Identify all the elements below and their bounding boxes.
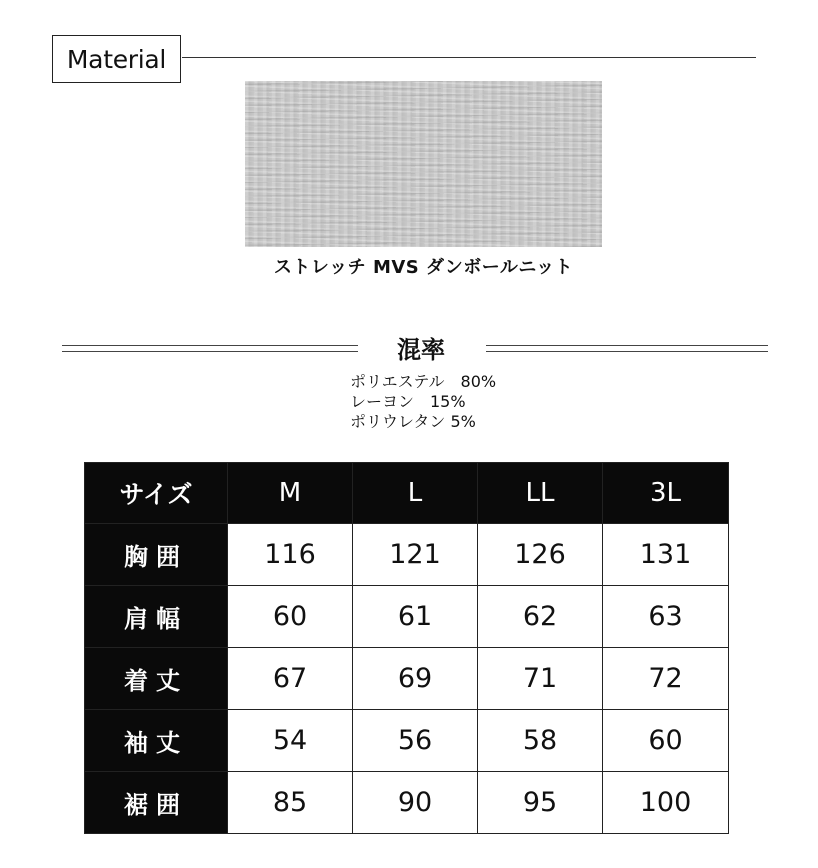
table-cell: 60 (603, 710, 729, 772)
table-cell: 121 (353, 524, 478, 586)
table-cell: 62 (478, 586, 603, 648)
table-row (85, 524, 729, 586)
size-col-l: L (353, 463, 478, 524)
fabric-swatch-image (245, 81, 602, 247)
table-row (85, 648, 729, 710)
size-chart-table (84, 462, 729, 834)
blend-divider-left (62, 345, 358, 352)
size-corner-label: サイズ (85, 463, 228, 524)
table-cell: 72 (603, 648, 729, 710)
table-cell: 67 (228, 648, 353, 710)
table-cell: 63 (603, 586, 729, 648)
table-cell: 71 (478, 648, 603, 710)
table-row (85, 586, 729, 648)
material-heading: Material (52, 35, 181, 83)
table-cell: 95 (478, 772, 603, 834)
table-cell: 60 (228, 586, 353, 648)
table-cell: 54 (228, 710, 353, 772)
table-cell: 126 (478, 524, 603, 586)
size-col-ll: LL (478, 463, 603, 524)
size-col-3l: 3L (603, 463, 729, 524)
size-header-row (85, 463, 729, 524)
blend-heading: 混率 (397, 336, 445, 364)
row-label-chest: 胸囲 (85, 524, 228, 586)
row-label-shoulder: 肩幅 (85, 586, 228, 648)
table-cell: 131 (603, 524, 729, 586)
row-label-length: 着丈 (85, 648, 228, 710)
row-label-hem: 裾囲 (85, 772, 228, 834)
material-divider (182, 57, 756, 58)
table-cell: 85 (228, 772, 353, 834)
table-row (85, 710, 729, 772)
fabric-name: ストレッチ MVS ダンボールニット (273, 257, 574, 278)
row-label-sleeve: 袖丈 (85, 710, 228, 772)
table-cell: 90 (353, 772, 478, 834)
blend-item-rayon: レーヨン 15% (350, 392, 466, 411)
blend-item-polyurethane: ポリウレタン 5% (350, 412, 476, 431)
table-cell: 58 (478, 710, 603, 772)
table-cell: 100 (603, 772, 729, 834)
table-cell: 69 (353, 648, 478, 710)
table-row (85, 772, 729, 834)
table-cell: 56 (353, 710, 478, 772)
size-col-m: M (228, 463, 353, 524)
table-cell: 116 (228, 524, 353, 586)
blend-list (350, 372, 496, 432)
table-cell: 61 (353, 586, 478, 648)
blend-divider-right (486, 345, 768, 352)
blend-item-polyester: ポリエステル 80% (350, 372, 497, 391)
